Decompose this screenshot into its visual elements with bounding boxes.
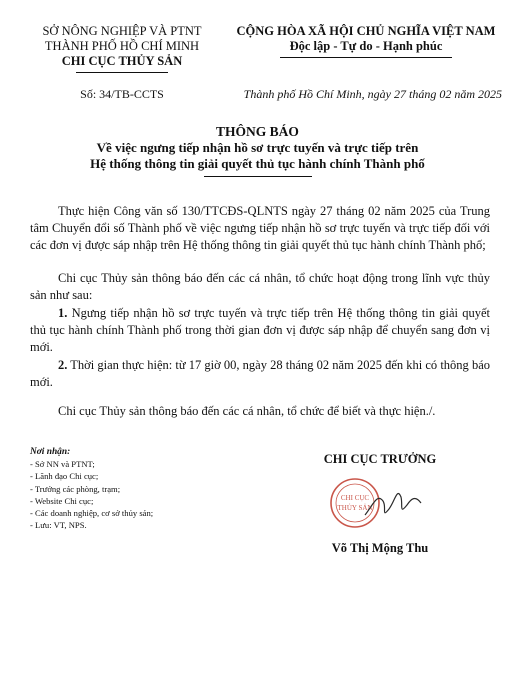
recipient-item: - Các doanh nghiệp, cơ sở thủy sản; xyxy=(30,508,154,519)
title-main: THÔNG BÁO xyxy=(216,124,299,139)
body-paragraph-4 xyxy=(30,357,490,391)
document-number: Số: 34/TB-CCTS xyxy=(80,87,164,101)
title-sub-2: Hệ thống thông tin giải quyết thủ tục hành chính Thành phố xyxy=(90,156,425,171)
national-header xyxy=(226,24,506,58)
svg-text:THỦY SẢN: THỦY SẢN xyxy=(337,504,373,512)
nation-line-2: Độc lập - Tự do - Hạnh phúc xyxy=(289,39,443,53)
item-1-number: 1. xyxy=(58,306,68,320)
nation-line-1: CỘNG HÒA XÃ HỘI CHỦ NGHĨA VIỆT NAM xyxy=(236,24,496,38)
svg-text:CHI CỤC: CHI CỤC xyxy=(340,494,370,502)
recipient-item: - Lãnh đạo Chi cục; xyxy=(30,471,99,482)
item-2-text: Thời gian thực hiện: từ 17 giờ 00, ngày 28 tháng 02 năm 2025 đến khi có thông báo mới. xyxy=(30,358,490,389)
agency-line-1: SỞ NÔNG NGHIỆP VÀ PTNT xyxy=(42,24,202,38)
paragraph-5-text: Chi cục Thủy sản thông báo đến các cá nhân, tổ chức để biết và thực hiện./. xyxy=(58,404,436,418)
official-stamp-and-signature xyxy=(325,475,445,535)
paragraph-1-text: Thực hiện Công văn số 130/TTCĐS-QLNTS ngày 27 tháng 02 năm 2025 của Trung tâm Chuyển đổi số Thành phố về việc ngưng tiếp nhận hồ sơ trực tuyến và trực tiếp đối với các đơn vị được sáp nhập trên Hệ thống thông tin giải quyết thủ tục hành chính Thành phố; xyxy=(30,204,490,252)
document-title xyxy=(40,124,475,177)
signatory-name: Võ Thị Mộng Thu xyxy=(331,541,429,555)
stamp-seal xyxy=(331,479,379,527)
agency-line-3: CHI CỤC THỦY SẢN xyxy=(61,54,183,68)
nation-underline xyxy=(280,57,452,58)
handwritten-signature xyxy=(365,494,421,515)
agency-underline xyxy=(76,72,168,73)
recipient-item: - Trưởng các phòng, trạm; xyxy=(30,483,121,494)
recipient-item: - Website Chi cục; xyxy=(30,495,94,506)
paragraph-2-text: Chi cục Thủy sản thông báo đến các cá nhân, tổ chức hoạt động trong lĩnh vực thủy sản như sau: xyxy=(30,271,490,302)
body-paragraph-2 xyxy=(30,270,490,304)
body-paragraph-3 xyxy=(30,305,490,355)
body-paragraph-1 xyxy=(30,203,490,253)
recipients-label: Nơi nhận: xyxy=(30,447,71,457)
document-date: Thành phố Hồ Chí Minh, ngày 27 tháng 02 năm 2025 xyxy=(243,87,502,101)
agency-line-2: THÀNH PHỐ HỒ CHÍ MINH xyxy=(44,39,200,53)
item-2-number: 2. xyxy=(58,358,68,372)
item-1-text: Ngưng tiếp nhận hồ sơ trực tuyến và trực tiếp trên Hệ thống thông tin giải quyết thủ tục hành chính Thành phố trong thời gian đơn vị được sáp nhập để chuyển sang đơn vị mới. xyxy=(30,306,490,354)
body-paragraph-5 xyxy=(30,403,490,420)
agency-header xyxy=(22,24,222,73)
recipients-block xyxy=(30,446,230,531)
recipient-item: - Lưu: VT, NPS. xyxy=(30,520,87,531)
title-underline xyxy=(204,176,312,177)
recipient-item: - Sở NN và PTNT; xyxy=(30,459,95,470)
signatory-title: CHI CỤC TRƯỞNG xyxy=(323,452,437,466)
title-sub-1: Về việc ngưng tiếp nhận hồ sơ trực tuyến và trực tiếp trên xyxy=(96,140,419,155)
